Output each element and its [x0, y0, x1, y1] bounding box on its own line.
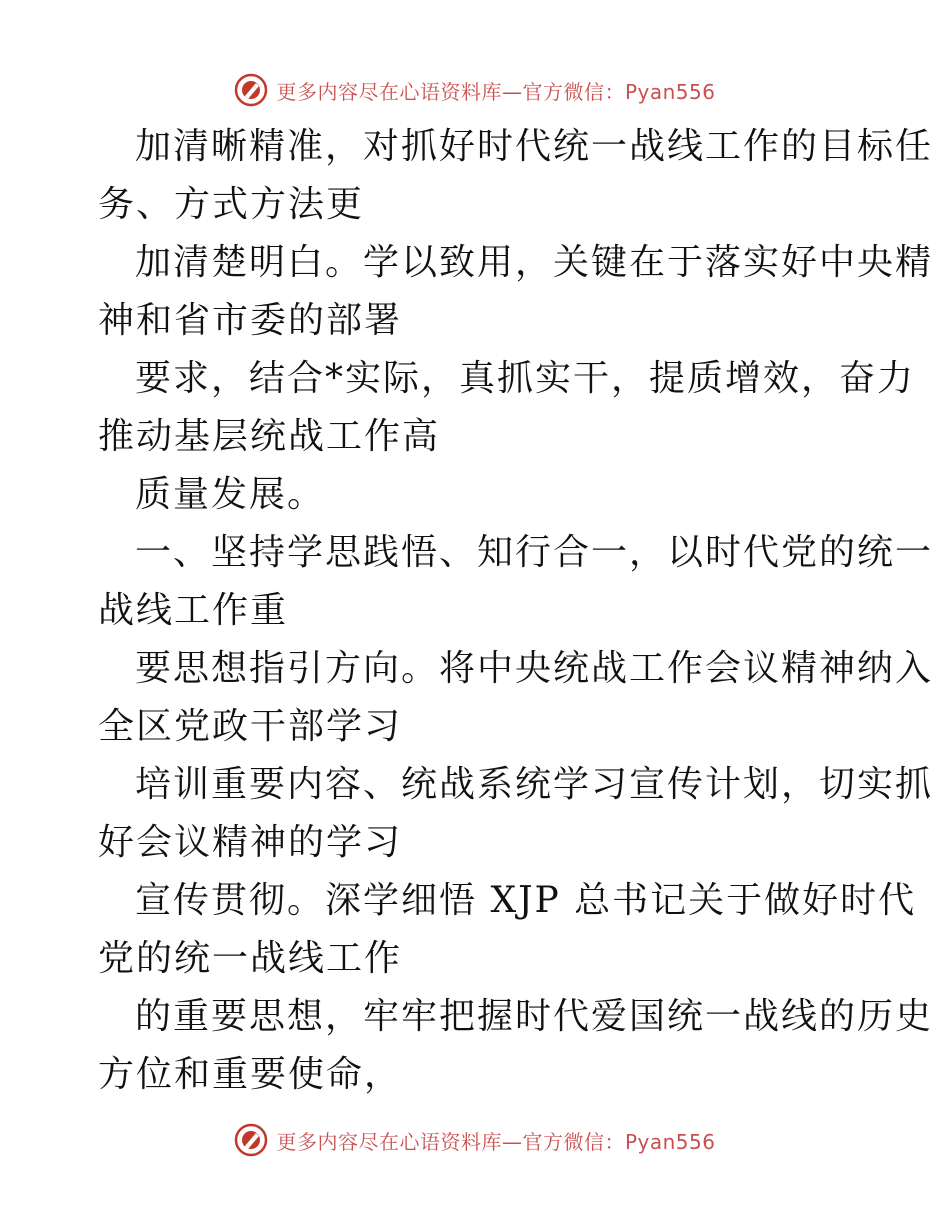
- footer-watermark-text: 更多内容尽在心语资料库—官方微信：Pyan556: [276, 1129, 716, 1154]
- text-line: 要求，结合*实际，真抓实干，提质增效，奋力: [135, 358, 916, 399]
- text-line: 好会议精神的学习: [98, 822, 403, 863]
- text-line: 战线工作重: [98, 590, 289, 631]
- text-line: 的重要思想，牢牢把握时代爱国统一战线的历史: [135, 996, 934, 1037]
- text-line: 培训重要内容、统战系统学习宣传计划，切实抓: [135, 764, 934, 805]
- text-line: 加清楚明白。学以致用，关键在于落实好中央精: [135, 242, 934, 283]
- text-line: 加清晰精准，对抓好时代统一战线工作的目标任: [135, 126, 934, 167]
- text-line: 党的统一战线工作: [98, 938, 403, 979]
- pen-logo-icon: [234, 73, 268, 107]
- text-line: 神和省市委的部署: [98, 300, 403, 341]
- text-line: 全区党政干部学习: [98, 706, 403, 747]
- text-line: 宣传贯彻。深学细悟 XJP 总书记关于做好时代: [135, 880, 917, 921]
- text-line: 方位和重要使命，: [98, 1054, 403, 1095]
- document-body: [98, 118, 934, 1104]
- text-line: 一、坚持学思践悟、知行合一，以时代党的统一: [135, 532, 934, 573]
- text-line: 务、方式方法更: [98, 184, 365, 225]
- pen-logo-icon: [234, 1123, 268, 1157]
- header-watermark: [0, 70, 950, 110]
- text-line: 要思想指引方向。将中央统战工作会议精神纳入: [135, 648, 934, 689]
- header-watermark-text: 更多内容尽在心语资料库—官方微信：Pyan556: [276, 79, 716, 104]
- text-line: 质量发展。: [135, 474, 326, 515]
- text-line: 推动基层统战工作高: [98, 416, 441, 457]
- footer-watermark: [0, 1120, 950, 1160]
